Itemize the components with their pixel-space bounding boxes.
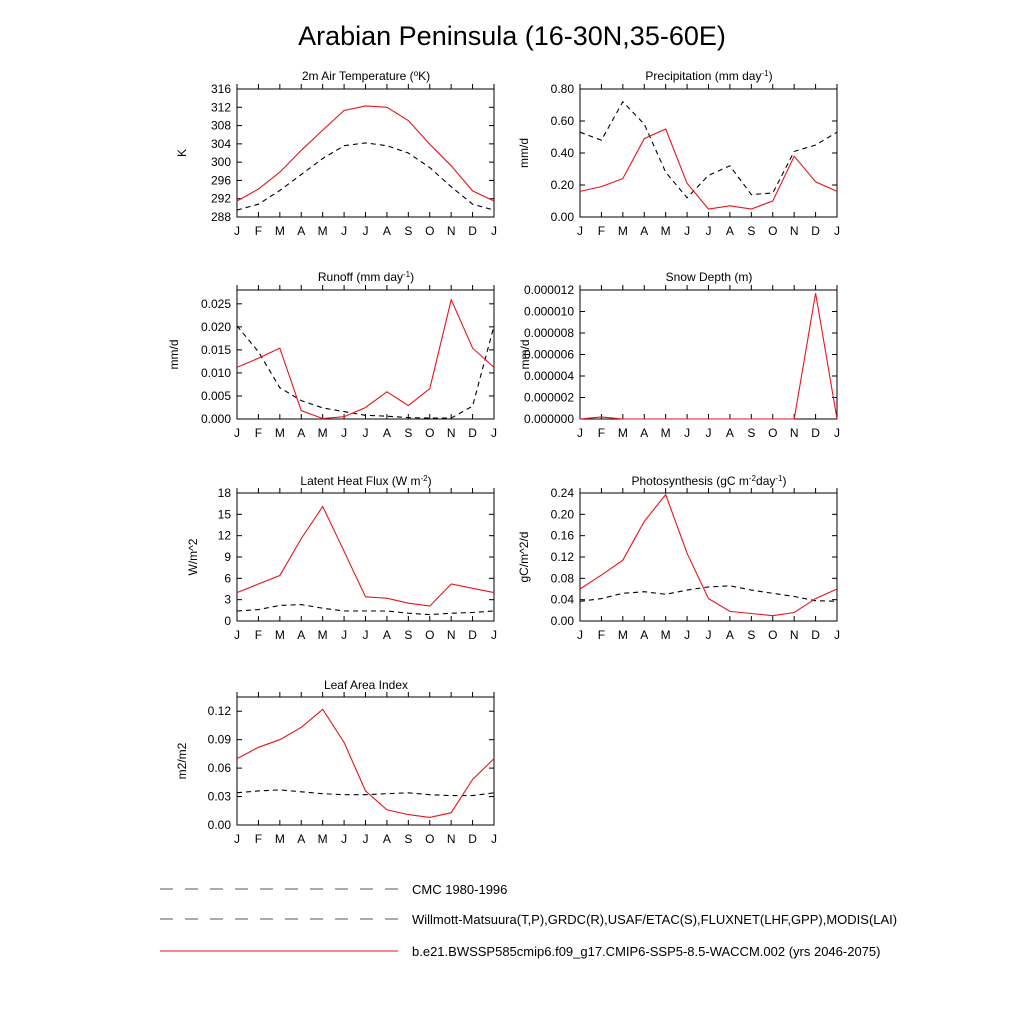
x-tick-label: M	[660, 224, 671, 238]
y-axis-label: W/m^2	[186, 538, 200, 576]
x-tick-label: M	[317, 224, 328, 238]
panel-title-air-temperature: 2m Air Temperature ($^o$K)	[301, 68, 431, 83]
x-tick-label: O	[768, 628, 778, 642]
legend	[160, 882, 897, 959]
x-tick-label: N	[446, 628, 456, 642]
x-tick-label: N	[446, 224, 456, 238]
y-axis-label: m2/m2	[175, 742, 189, 780]
x-tick-label: D	[468, 628, 477, 642]
x-tick-label: N	[789, 628, 799, 642]
plot-runoff	[167, 285, 497, 440]
x-tick-label: M	[317, 426, 328, 440]
x-tick-label: F	[597, 628, 606, 642]
panel-snow-depth	[666, 270, 753, 284]
x-tick-label: J	[684, 224, 691, 238]
x-tick-label: J	[341, 832, 348, 846]
x-tick-label: J	[341, 628, 348, 642]
x-tick-label: M	[274, 224, 285, 238]
y-tick-label: 0.025	[200, 296, 231, 311]
series-line-reference	[580, 102, 837, 198]
y-tick-label: 316	[210, 82, 231, 96]
x-tick-label: J	[684, 628, 691, 642]
x-tick-label: M	[317, 628, 328, 642]
x-tick-label: J	[705, 426, 712, 440]
y-tick-label: 15	[217, 507, 231, 522]
series-line-model	[580, 495, 837, 616]
panel-title-photosynthesis: Photosynthesis (gC $m^{-2}day^{-1}$)	[631, 473, 787, 488]
x-tick-label: J	[705, 224, 712, 238]
y-tick-label: 0.000004	[523, 369, 574, 383]
y-tick-label: 0.000002	[523, 390, 574, 405]
y-tick-label: 0.40	[550, 146, 574, 160]
series-line-model	[237, 507, 494, 607]
x-tick-label: F	[597, 224, 606, 238]
x-tick-label: A	[725, 426, 734, 440]
plot-air-temperature	[175, 82, 497, 238]
y-tick-label: 0.00	[207, 818, 231, 832]
y-tick-label: 0.20	[550, 507, 574, 522]
panel-latent-heat-flux	[300, 474, 431, 489]
y-tick-label: 3	[224, 592, 231, 607]
x-tick-label: A	[725, 224, 734, 238]
x-tick-label: J	[577, 224, 583, 238]
x-tick-label: J	[491, 628, 497, 642]
y-tick-label: 0.000008	[523, 326, 574, 340]
x-tick-label: J	[834, 628, 840, 642]
x-tick-label: A	[297, 628, 306, 642]
x-tick-label: A	[640, 224, 649, 238]
x-tick-label: M	[274, 832, 285, 846]
plot-photosynthesis	[517, 486, 840, 642]
legend-label-observations: Willmott-Matsuura(T,P),GRDC(R),USAF/ETAC(S),FLUXNET(LHF,GPP),MODIS(LAI)	[412, 912, 898, 927]
y-axis-label: mm/d	[167, 339, 181, 370]
y-tick-label: 0.12	[550, 550, 574, 564]
panel-leaf-area-index	[324, 678, 408, 692]
panel-precipitation	[645, 69, 772, 84]
y-tick-label: 296	[210, 173, 231, 188]
x-tick-label: J	[684, 426, 691, 440]
plot-precipitation	[517, 82, 840, 238]
y-tick-label: 308	[210, 118, 231, 133]
x-tick-label: S	[747, 224, 756, 238]
y-tick-label: 0.00	[550, 210, 574, 224]
y-tick-label: 0.00	[550, 614, 574, 628]
x-tick-label: N	[446, 832, 456, 846]
y-tick-label: 12	[217, 528, 231, 543]
series-line-model	[237, 709, 494, 817]
y-tick-label: 0.06	[207, 761, 231, 776]
x-tick-label: D	[468, 832, 477, 846]
y-tick-label: 0	[224, 614, 231, 628]
x-tick-label: A	[725, 628, 734, 642]
plot-snow-depth	[518, 283, 840, 440]
x-tick-label: M	[617, 628, 628, 642]
x-tick-label: O	[425, 224, 435, 238]
panel-title-runoff: Runoff (mm day$^{-1}$)	[317, 269, 415, 284]
panel-title-snow-depth: Snow Depth (m)	[665, 270, 753, 284]
plot-leaf-area-index	[175, 692, 497, 846]
x-tick-label: J	[362, 832, 369, 846]
panel-title-latent-heat-flux: Latent Heat Flux (W $m^{-2}$)	[300, 473, 432, 488]
y-tick-label: 0.03	[207, 789, 231, 804]
legend-label-model: b.e21.BWSSP585cmip6.f09_g17.CMIP6-SSP5-8.5-WACCM.002 (yrs 2046-2075)	[412, 944, 881, 959]
x-tick-label: N	[789, 224, 799, 238]
y-tick-label: 300	[210, 155, 231, 170]
x-tick-label: J	[834, 224, 840, 238]
x-tick-label: J	[577, 426, 583, 440]
plot-frame	[237, 493, 494, 621]
x-tick-label: S	[404, 426, 413, 440]
panel-title-precipitation: Precipitation (mm day$^{-1}$)	[645, 68, 773, 83]
panel-runoff	[318, 270, 414, 285]
series-line-model	[237, 300, 494, 419]
x-tick-label: O	[425, 628, 435, 642]
y-tick-label: 0.000010	[523, 304, 574, 319]
series-line-model	[237, 106, 494, 201]
y-tick-label: 288	[210, 210, 231, 224]
x-tick-label: S	[404, 832, 413, 846]
x-tick-label: J	[234, 224, 240, 238]
x-tick-label: D	[468, 426, 477, 440]
series-line-model	[580, 129, 837, 209]
x-tick-label: J	[362, 224, 369, 238]
x-tick-label: M	[660, 426, 671, 440]
y-tick-label: 0.005	[200, 388, 231, 403]
x-tick-label: N	[789, 426, 799, 440]
y-tick-label: 0.20	[550, 178, 574, 192]
x-tick-label: J	[491, 832, 497, 846]
x-tick-label: J	[491, 224, 497, 238]
x-tick-label: M	[617, 426, 628, 440]
x-tick-label: S	[404, 224, 413, 238]
x-tick-label: J	[362, 628, 369, 642]
x-tick-label: O	[768, 224, 778, 238]
y-tick-label: 0.020	[200, 319, 231, 334]
x-tick-label: A	[640, 628, 649, 642]
x-tick-label: D	[811, 628, 820, 642]
plot-latent-heat-flux	[186, 486, 497, 642]
x-tick-label: J	[362, 426, 369, 440]
x-tick-label: A	[297, 832, 306, 846]
panel-air-temperature	[302, 69, 430, 84]
x-tick-label: N	[446, 426, 456, 440]
y-tick-label: 0.015	[200, 342, 231, 357]
y-tick-label: 0.09	[207, 732, 231, 747]
x-tick-label: S	[747, 426, 756, 440]
series-line-reference	[237, 143, 494, 210]
y-tick-label: 0.12	[207, 704, 231, 719]
x-tick-label: S	[747, 628, 756, 642]
y-tick-label: 0.80	[550, 82, 574, 96]
series-line-reference	[237, 605, 494, 615]
x-tick-label: A	[382, 832, 391, 846]
x-tick-label: M	[274, 426, 285, 440]
series-line-model	[580, 293, 837, 419]
panel-title-leaf-area-index: Leaf Area Index	[323, 678, 409, 692]
x-tick-label: F	[254, 224, 263, 238]
x-tick-label: M	[317, 832, 328, 846]
x-tick-label: D	[468, 224, 477, 238]
x-tick-label: F	[254, 832, 263, 846]
x-tick-label: M	[274, 628, 285, 642]
x-tick-label: F	[254, 628, 263, 642]
series-line-reference	[237, 326, 494, 418]
y-tick-label: 292	[210, 191, 231, 206]
figure-title: Arabian Peninsula (16-30N,35-60E)	[298, 21, 726, 51]
x-tick-label: A	[297, 224, 306, 238]
x-tick-label: J	[234, 832, 240, 846]
y-tick-label: 0.010	[200, 365, 231, 380]
y-tick-label: 0.000000	[523, 412, 574, 426]
y-axis-label: K	[175, 148, 189, 158]
legend-label-cmc: CMC 1980-1996	[412, 882, 508, 897]
y-tick-label: 9	[224, 550, 231, 564]
x-tick-label: A	[382, 426, 391, 440]
x-tick-label: A	[382, 224, 391, 238]
plot-frame	[580, 493, 837, 621]
y-tick-label: 6	[224, 571, 231, 586]
y-tick-label: 18	[217, 486, 231, 500]
x-tick-label: S	[404, 628, 413, 642]
x-tick-label: O	[768, 426, 778, 440]
y-tick-label: 0.000	[200, 412, 231, 426]
x-tick-label: A	[640, 426, 649, 440]
y-tick-label: 0.08	[550, 571, 574, 586]
x-tick-label: J	[491, 426, 497, 440]
plot-frame	[580, 89, 837, 217]
x-tick-label: D	[811, 224, 820, 238]
x-tick-label: J	[834, 426, 840, 440]
x-tick-label: A	[382, 628, 391, 642]
y-tick-label: 312	[210, 100, 231, 115]
y-tick-label: 0.24	[550, 486, 574, 500]
x-tick-label: J	[577, 628, 583, 642]
y-tick-label: 0.000006	[523, 347, 574, 362]
y-tick-label: 0.000012	[523, 283, 574, 297]
x-tick-label: M	[660, 628, 671, 642]
x-tick-label: J	[341, 426, 348, 440]
x-tick-label: O	[425, 426, 435, 440]
y-tick-label: 0.60	[550, 114, 574, 128]
x-tick-label: J	[705, 628, 712, 642]
y-tick-label: 304	[210, 136, 231, 151]
plot-frame	[237, 89, 494, 217]
x-tick-label: J	[234, 628, 240, 642]
x-tick-label: A	[297, 426, 306, 440]
y-tick-label: 0.16	[550, 528, 574, 543]
y-axis-label: mm/d	[517, 138, 531, 168]
y-tick-label: 0.04	[550, 592, 574, 607]
panel-photosynthesis	[632, 474, 787, 489]
y-axis-label: gC/m^2/d	[517, 531, 531, 583]
x-tick-label: F	[254, 426, 263, 440]
plot-frame	[580, 290, 837, 419]
x-tick-label: O	[425, 832, 435, 846]
x-tick-label: F	[597, 426, 606, 440]
x-tick-label: J	[234, 426, 240, 440]
x-tick-label: J	[341, 224, 348, 238]
x-tick-label: M	[617, 224, 628, 238]
x-tick-label: D	[811, 426, 820, 440]
y-axis-label: mm/d	[518, 339, 532, 370]
